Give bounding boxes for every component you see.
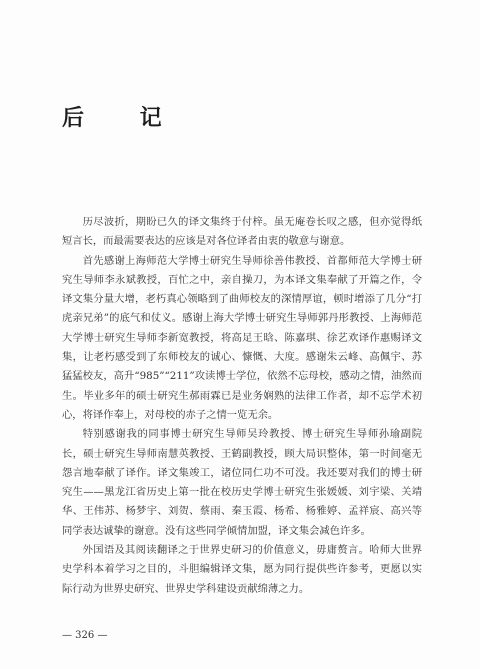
page-title: 后 记 xyxy=(62,105,186,131)
paragraph-2: 首先感谢上海师范大学博士研究生导师徐善伟教授、首都师范大学博士研究生导师李永斌教授，百忙之中，亲自操刀，为本译文集奉献了开篇之作，令译文集分量大增，老朽真心领略到了曲师校友的深情厚谊，顿时增添了几分“打虎亲兄弟”的底气和仗义。感谢上海大学博士研究生导师郭丹彤教授、上海师范大学博士研究生导师李新宽教授，将高足王晗、陈嘉琪、徐艺欢译作惠赐译文集，让老朽感受到了东师校友的诚心、慷慨、大度。感谢朱云峰、高佩宇、苏猛猛校友，高升“985”“211”攻读博士学位，依然不忘母校，感动之情，油然而生。毕业多年的硕士研究生郝雨霖已是业务娴熟的法律工作者，却不忘学术初心，将译作奉上，对母校的赤子之情一览无余。 xyxy=(62,254,422,421)
page-number: — 326 — xyxy=(62,630,108,641)
body-text xyxy=(62,213,422,599)
paragraph-1: 历尽波折，期盼已久的译文集终于付梓。虽无庵卷长叹之感，但亦觉得纸短言长，而最需要表达的应该是对各位译者由衷的敬意与谢意。 xyxy=(62,216,422,248)
paragraph-4: 外国语及其阅读翻译之于世界史研习的价值意义，毋庸赘言。哈师大世界史学科本着学习之目的，斗胆编辑译文集，愿为同行提供些许参考，更愿以实际行动为世界史研究、世界史学科建设贡献绵薄之力。 xyxy=(62,544,422,595)
paragraph-3: 特别感谢我的同事博士研究生导师吴玲教授、博士研究生导师孙瑜副院长，硕士研究生导师南慧英教授、王鹤副教授，顾大局识整体，第一时间毫无怨言地奉献了译作。译文集竣工，诸位同仁功不可没。我还要对我们的博士研究生——黑龙江省历史上第一批在校历史学博士研究生张媛媛、刘宇梁、关靖华、王伟苏、杨梦宇、刘贺、蔡雨、秦玉霞、杨希、杨雅婷、孟祥宸、高兴等同学表达诚挚的谢意。没有这些同学倾情加盟，译文集会减色许多。 xyxy=(62,428,422,537)
